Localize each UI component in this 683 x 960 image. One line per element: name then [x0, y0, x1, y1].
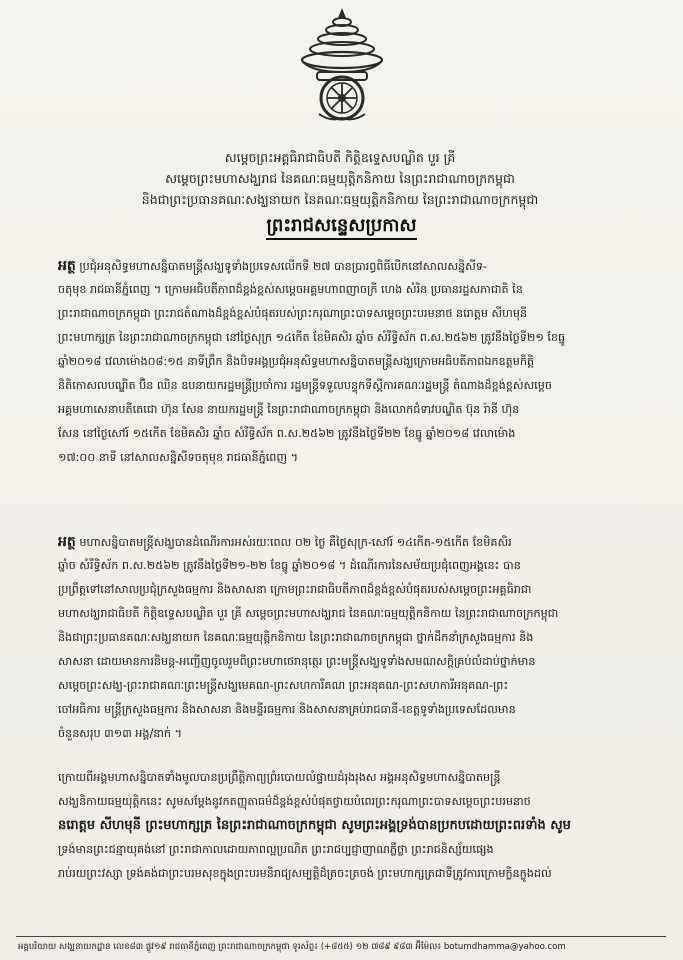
paragraph-line: ទ្រង់មានព្រះជន្មាយុគង់នៅ ព្រះរាជាកាលដោយភាពល្អប្រណិត ព្រះរាជប្បជ្ញាញាណភ្លឺថ្លា ព្រះរាជនិស្ស័យផ្សេង [58, 843, 494, 856]
document-title-text: ព្រះរាជសន្ទេសប្រកាស [266, 215, 416, 240]
issuer-line-2: សម្តេចព្រះមហាសង្ឃរាជ នៃគណៈធម្មយុត្តិកនិកាយ នៃព្រះរាជាណាចក្រកម្ពុជា [165, 171, 515, 186]
paragraph-line: សែន នៅថ្ងៃសៅរ៍ ១៥កើត ខែមិគសិរ ឆ្នាំច សំរឹទ្ធិស័ក ព.ស.២៥៦២ ត្រូវនឹងថ្ងៃទី២២ ខែធ្នូ ឆ្នាំ២០១៨ វេលាម៉ោង [58, 427, 516, 440]
footer-divider [16, 936, 666, 937]
paragraph-line: ក្រោយពីអង្គមហាសន្និបាតទាំងមូលបានប្រព្រឹត្តិភាព្យព្រំរបោយលំផ្ទាយដំរុងរុងស អង្គអនុសិទ្ធមហាសន្និបាតមន្ត្រី [58, 771, 501, 784]
paragraph-line: និងជាព្រះប្រធានគណៈសង្ឃនាយក នៃគណៈធម្មយុត្តិកនិកាយ នៃព្រះរាជាណាចក្រកម្ពុជា ថ្នាក់ដឹកនាំក្រសួងធម្មការ និង [58, 631, 534, 644]
paragraph-line: ឆ្នាំ២០១៨ វេលាម៉ោង០៨:១៥ នាទីព្រឹក និងបិទអង្គប្រជុំអនុសិទ្ធមហាសន្និបាតមន្ត្រីសង្ឃក្រោមអធិបតីភាពឯកឧត្តមកិត្តិ [58, 355, 535, 368]
paragraph-line: នរោត្តម សីហមុនី ព្រះមហាក្សត្រ នៃព្រះរាជាណាចក្រកម្ពុជា សូមព្រះអង្គទ្រង់បានប្រកបដោយព្រះពរទាំង សូម [58, 818, 571, 833]
paragraph-line: សម្តេចព្រះសង្ឃ-ព្រះរាជាគណៈព្រះមន្ត្រីសង្ឃមេគណ-ព្រះសហការីគណ ព្រះអនុគណ-ព្រះសហការីអនុគណ-ព្រះ [58, 679, 509, 692]
paragraph-3 [58, 766, 643, 886]
paragraph-line: ចៅអធិការ មន្ត្រីក្រសួងធម្មការ និងសាសនា និងមន្ទីរធម្មការ និងសាសនាគ្រប់រាជធានី-ខេត្តទូទាំងប្រទេសដែលមាន [58, 703, 516, 716]
paragraph-line: សង្ឃនិកាយធម្មយុត្តិកនេះ សូមសម្តែងនូវកតញ្ញុតាធម៌ដ៏ខ្ពង់ខ្ពស់បំផុតថ្វាយបំពេរព្រះករុណាព្រះបាទសម្តេចព្រះបរមនាថ [58, 795, 531, 808]
paragraph-line: សាសនា ដោយមានការនិមន្ត-អញ្ជើញចូលរួមពីព្រះមហាថេរានុត្ថេរ ព្រះមន្ត្រីសង្ឃទូទាំងសមណសក្តិគ្រប់លំដាប់ថ្នាក់មាន [58, 655, 536, 668]
paragraph-line: អគ្គមហាសេនាបតីតេជោ ហ៊ុន សែន នាយករដ្ឋមន្ត្រី នៃព្រះរាជាណាចក្រកម្ពុជា និងលោកជំទាវបណ្ឌិត ប៊ុន រ៉ានី ហ៊ុន [58, 403, 520, 416]
buddhist-emblem-icon [283, 6, 401, 124]
paragraph-1 [58, 254, 643, 470]
paragraph-line: ឆ្នាំច សំរឹទ្ធិស័ក ព.ស.២៥៦២ ត្រូវនឹងថ្ងៃទី២១-២២ ខែធ្នូ ឆ្នាំ២០១៨ ។ ដំណើរការនៃសម័យប្រជុំពេញអង្គនេះ បាន [58, 559, 521, 572]
paragraph-line: អត្ថ មហាសន្និបាតមន្ត្រីសង្ឃបានដំណើរការអស់រយៈពេល ០២ ថ្ងៃ គឺថ្ងៃសុក្រ-សៅរ៍ ១៤កើត-១៥កើត ខែមិគសិរ [58, 534, 512, 550]
paragraph-2 [58, 530, 643, 746]
document-title [0, 213, 683, 240]
issuer-line-1: សម្តេចព្រះអគ្គធិរាជាធិបតី កិត្តិឧទ្ទេសបណ្ឌិត បួរ គ្រី [224, 150, 456, 165]
paragraph-line: ចំនួនសរុប ៣១៣ អង្គ/នាក់ ។ [58, 727, 182, 740]
issuer-header [40, 147, 640, 210]
paragraph-line: និតិកោសលបណ្ឌិត ប៊ិន ឈិន ឧបនាយករដ្ឋមន្ត្រីប្រចាំការ រដ្ឋមន្ត្រីទទួលបន្ទុកទីស្តីការគណៈរដ្ឋមន្ត្រី តំណាងដ៏ខ្ពង់ខ្ពស់សម្តេច [58, 379, 552, 392]
paragraph-line: ព្រះរាជាណាចក្រកម្ពុជា ព្រះរាជតំណាងដ៏ខ្ពង់ខ្ពស់បំផុតរបស់ព្រះករុណាព្រះបាទសម្តេចព្រះបរមនាថ នរោត្តម សីហមុនី [58, 307, 528, 320]
paragraph-line: ព្រះមហាក្សត្រ នៃព្រះរាជាណាចក្រកម្ពុជា នៅថ្ងៃសុក្រ ១៤កើត ខែមិគសិរ ឆ្នាំច សំរឹទ្ធិស័ក ព.ស.២៥៦២ ត្រូវនឹងថ្ងៃទី២១ ខែធ្នូ [58, 331, 566, 344]
paragraph-line: មហាសង្ឃរាជាធិបតី កិត្តិឧទ្ទេសបណ្ឌិត បួរ គ្រី សម្តេចព្រះមហាសង្ឃរាជ នៃគណៈធម្មយុត្តិកនិកាយ នៃព្រះរាជាណាចក្រកម្ពុជា [58, 607, 559, 620]
paragraph-line: រាប់រយព្រះវស្សា ទ្រង់គង់ជាព្រះបរមសុខក្នុងព្រះបរមនិរាជ្យសម្បត្តិដ៏ត្រចះត្រចង់ ព្រះមហាក្សត្រជាទីត្រូវការក្រោមក្លិនក្លូងដល់ [58, 867, 552, 880]
paragraph-line: ប្រព្រឹត្តទៅនៅសាលប្រជុំក្រសួងធម្មការ និងសាសនា ក្រោមព្រះរាជាធិបតីភាពដ៏ខ្ពង់ខ្ពស់បំផុតរបស់សម្តេចព្រះអគ្គធិរាជា [58, 583, 532, 596]
paragraph-line: អត្ថ ប្រជុំអនុសិទ្ធមហាសន្និបាតមន្ត្រីសង្ឃទូទាំងប្រទេសលើកទី ២៧ បានប្រារព្ធពិធីបើកនៅសាលសន្និសីទ- [58, 258, 487, 274]
paragraph-line: ១៧:០០ នាទី នៅសាលសន្និសីទចតុមុខ រាជធានីភ្នំពេញ ។ [58, 451, 298, 464]
footer-contact: អគ្គបរិយាយ សង្ឃនាយកដ្ឋាន លេខ៨៣ ផ្លូវ១៩ រាជធានីភ្នំពេញ ព្រះរាជាណាចក្រកម្ពុជា ទូរស័ព្ទ៖ (+៨៥៥) ១២ ៧៨៩ ៩៨៣ អ៊ីម៉ែល៖ botumdhamma@yahoo.com [18, 942, 566, 952]
issuer-line-3: និងជាព្រះប្រធានគណៈសង្ឃនាយក នៃគណៈធម្មយុត្តិកនិកាយ នៃព្រះរាជាណាចក្រកម្ពុជា [141, 192, 539, 207]
paragraph-lead: អត្ថ [58, 534, 76, 550]
paragraph-lead: អត្ថ [58, 258, 76, 274]
paragraph-line: ចតុមុខ រាជធានីភ្នំពេញ ។ ក្រោមអធិបតីភាពដ៏ខ្ពង់ខ្ពស់សម្តេចអគ្គមហាពញាចក្រី ហេង សំរិន ប្រធានរដ្ឋសភាជាតិ នៃ [58, 283, 523, 296]
